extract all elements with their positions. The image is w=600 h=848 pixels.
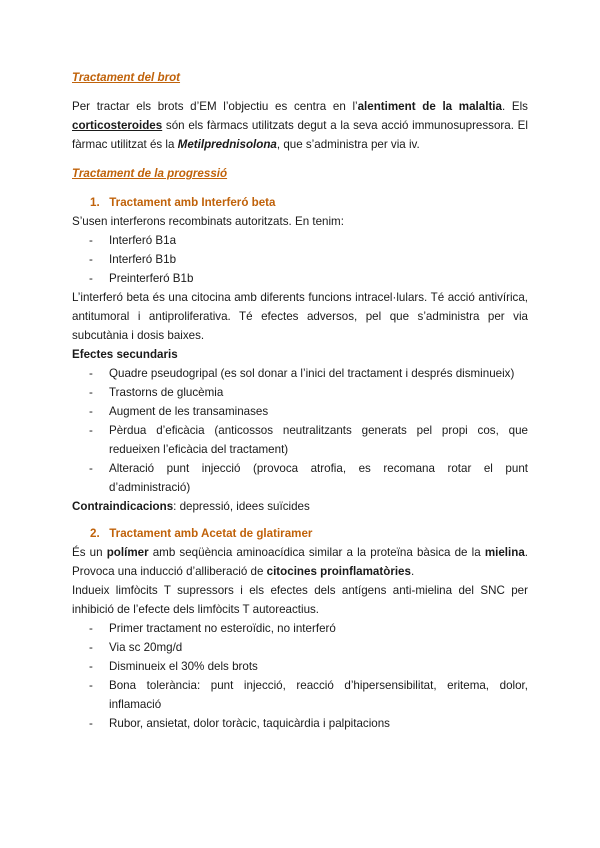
text-run: , que s’administra per via iv.	[276, 138, 420, 151]
list-item: - Alteració punt injecció (provoca atrofia, es recomana rotar el punt d’administració)	[72, 459, 528, 497]
text-run: . Provoca una inducció d’alliberació de	[72, 546, 528, 578]
glatiramer-paragraph-1	[72, 543, 528, 581]
list-item: - Rubor, ansietat, dolor toràcic, taquicàrdia i palpitacions	[72, 714, 528, 733]
interferon-description: L’interferó beta és una citocina amb diferents funcions intracel·lulars. Té acció antivírica, antitumoral i antiproliferativa. Té efectes adversos, pel que s’administra per via subcutània i dosis baixes.	[72, 291, 528, 342]
list-item: - Quadre pseudogripal (es sol donar a l’inici del tractament i després disminueix)	[72, 364, 528, 383]
text-run: . Els	[501, 100, 528, 113]
list-item: - Trastorns de glucèmia	[72, 383, 528, 402]
glatiramer-paragraph-2: Indueix limfòcits T supressors i els efectes dels antígens anti-mielina del SNC per inhibició de l’efecte dels limfòcits T autoreactius.	[72, 584, 528, 616]
list-item: - Interferó B1a	[72, 231, 528, 250]
heading-tractament-progressio: Tractament de la progressió	[72, 167, 228, 180]
text-bold-corticosteroides: corticosteroides	[72, 119, 163, 132]
list-item: - Preinterferó B1b	[72, 269, 528, 288]
interferon-types-list	[72, 231, 528, 288]
text-bold-alentiment: alentiment de la malaltia	[357, 100, 502, 113]
effects-list	[72, 364, 528, 497]
text-run: Per tractar els brots d’EM l’objectiu es centra en l’	[72, 100, 358, 113]
list-item: - Augment de les transaminases	[72, 402, 528, 421]
subheading-interferon	[72, 193, 528, 212]
interferon-intro: S’usen interferons recombinats autoritzats. En tenim:	[72, 215, 344, 228]
subheading-title: Tractament amb Interferó beta	[109, 196, 276, 209]
text-run: són els fàrmacs utilitzats degut a la seva acció immunosupressora. El fàrmac utilitzat és la	[72, 119, 528, 151]
list-item: - Pèrdua d’eficàcia (anticossos neutralitzants generats pel propi cos, que redueixen l’eficàcia del tractament)	[72, 421, 528, 459]
text-bold-metilprednisolona: Metilprednisolona	[177, 138, 277, 151]
contraindications	[72, 497, 528, 516]
subheading-number: 2.	[90, 527, 100, 540]
glatiramer-list	[72, 619, 528, 733]
heading-tractament-brot: Tractament del brot	[72, 71, 181, 84]
text-bold-citocines: citocines proinflamatòries	[266, 565, 411, 578]
list-item: - Bona tolerància: punt injecció, reacció d’hipersensibilitat, eritema, dolor, inflamació	[72, 676, 528, 714]
effects-title: Efectes secundaris	[72, 348, 178, 361]
list-item: - Disminueix el 30% dels brots	[72, 657, 528, 676]
text-bold-mielina: mielina	[484, 546, 525, 559]
subheading-title: Tractament amb Acetat de glatiramer	[109, 527, 313, 540]
list-item: - Via sc 20mg/d	[72, 638, 528, 657]
subheading-glatiramer	[72, 524, 528, 543]
text-run: amb seqüència aminoacídica similar a la proteïna bàsica de la	[148, 546, 485, 559]
text-run: .	[410, 565, 415, 578]
text-bold-polimer: polímer	[106, 546, 149, 559]
contraindications-label: Contraindicacions	[72, 500, 174, 513]
paragraph-brot	[72, 97, 528, 154]
document-page	[72, 68, 528, 733]
list-item: - Interferó B1b	[72, 250, 528, 269]
text-run: És un	[72, 546, 107, 559]
contraindications-text: : depressió, idees suïcides	[173, 500, 310, 513]
subheading-number: 1.	[90, 196, 100, 209]
list-item: - Primer tractament no esteroïdic, no interferó	[72, 619, 528, 638]
